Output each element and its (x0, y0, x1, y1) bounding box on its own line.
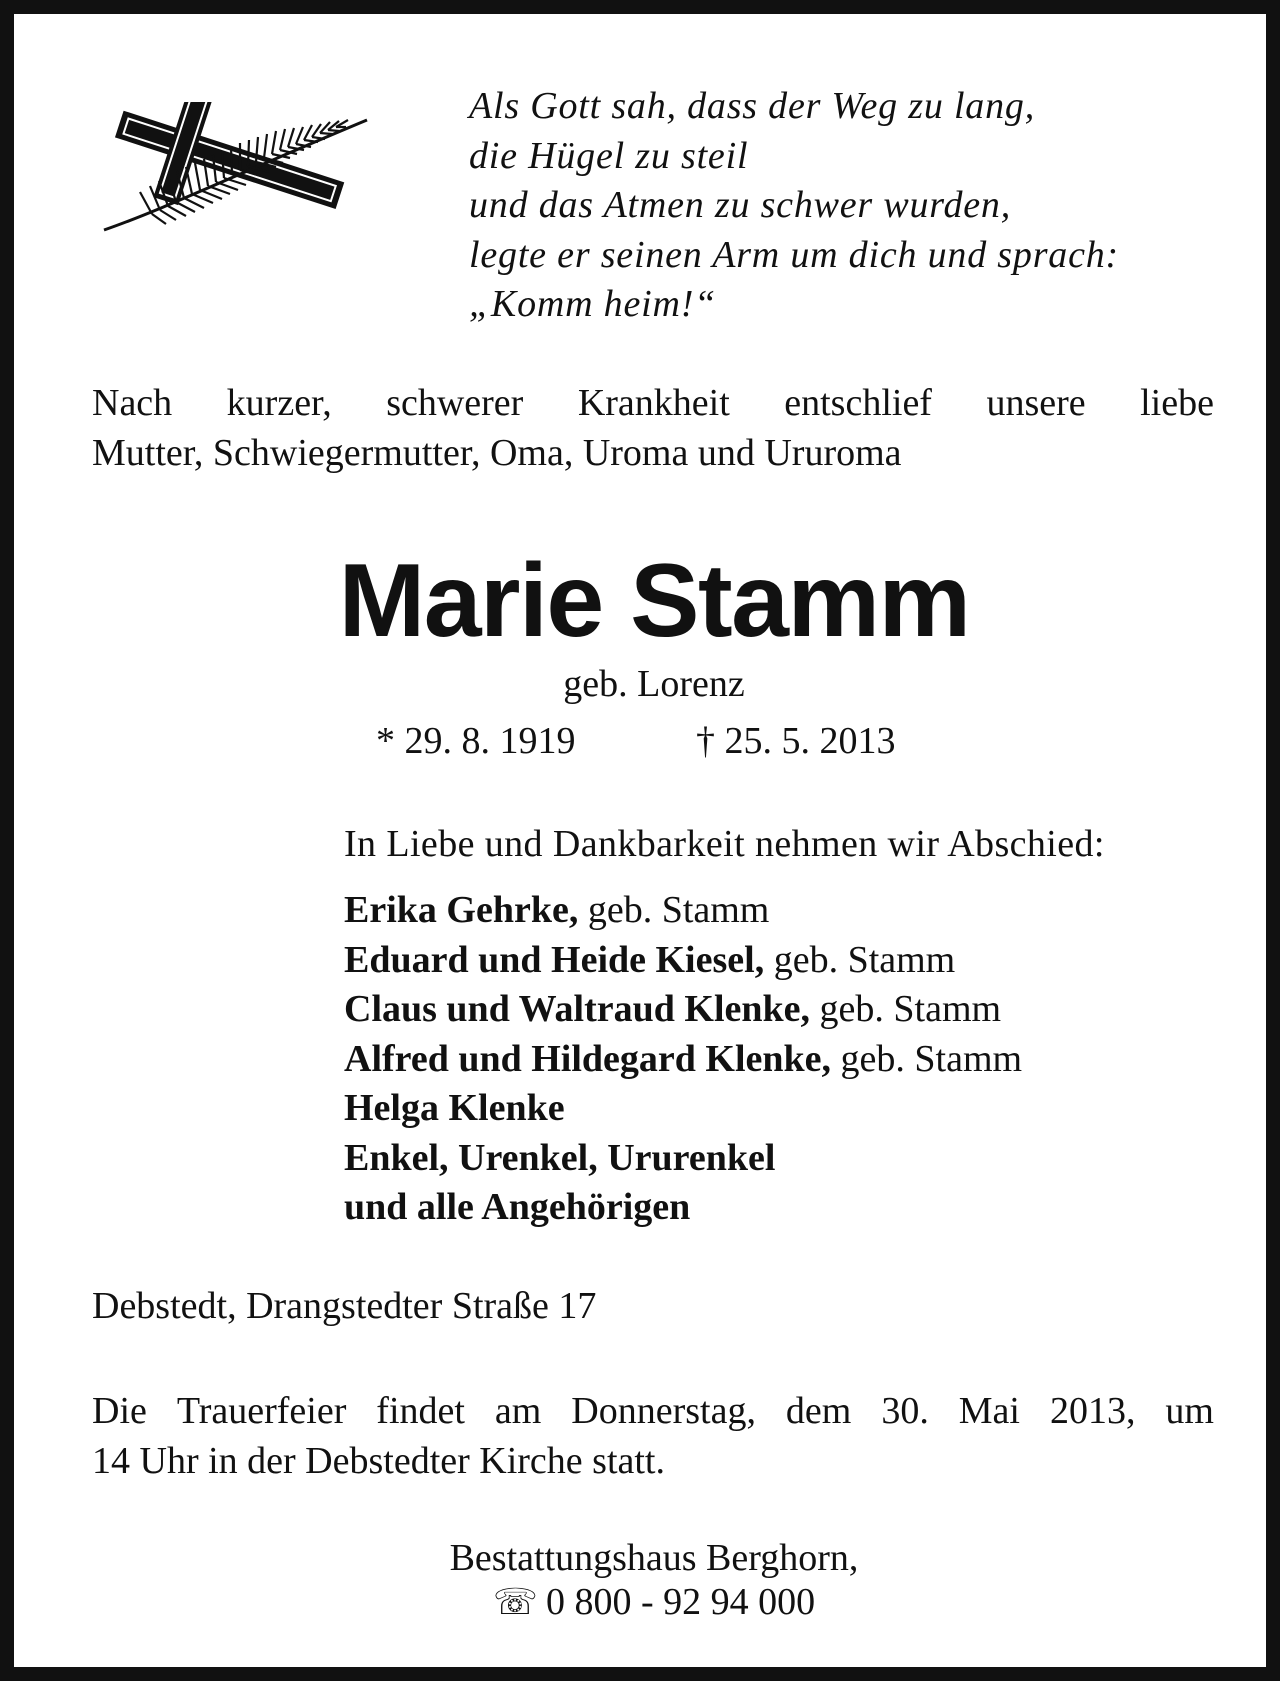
funeral-word: dem (785, 1390, 852, 1432)
verse (469, 82, 1119, 330)
mourner-row (344, 886, 1022, 936)
intro-word: Nach (92, 382, 173, 424)
telephone-icon: ☏ (492, 1582, 538, 1623)
death-date: † 25. 5. 2013 (696, 720, 896, 762)
mourner-row (344, 1035, 1022, 1085)
birth-date: * 29. 8. 1919 (376, 720, 576, 762)
mourners-list (344, 886, 1022, 1233)
funeral-word: am (494, 1390, 542, 1432)
intro-line-2: Mutter, Schwiegermutter, Oma, Uroma und Ururoma (92, 432, 902, 474)
verse-line: „Komm heim!“ (469, 283, 717, 325)
mourner-row (344, 1134, 1022, 1184)
funeral-line-1 (92, 1386, 1214, 1436)
phone-number: 0 800 - 92 94 000 (545, 1581, 816, 1623)
born-name: geb. Lorenz (563, 663, 745, 705)
verse-line: Als Gott sah, dass der Weg zu lang, (469, 85, 1036, 127)
intro-line-1 (92, 378, 1214, 428)
mourner-row (344, 936, 1022, 986)
mourner-name: Eduard und Heide Kiesel, (344, 938, 765, 981)
address: Debstedt, Drangstedter Straße 17 (92, 1285, 597, 1327)
funeral-line-2: 14 Uhr in der Debstedter Kirche statt. (92, 1440, 665, 1482)
intro-word: entschlief (784, 382, 932, 424)
funeral-word: Trauerfeier (176, 1390, 347, 1432)
funeral-word: Die (92, 1390, 147, 1432)
mourner-suffix: geb. Stamm (810, 988, 1002, 1030)
cross-with-palm-branch-icon (92, 102, 374, 242)
funeral-word: Donnerstag, (571, 1390, 756, 1432)
verse-line: die Hügel zu steil (469, 134, 749, 177)
verse-line: und das Atmen zu schwer wurden, (469, 184, 1012, 226)
mourner-suffix: geb. Stamm (578, 889, 770, 931)
verse-line: legte er seinen Arm um dich und sprach: (469, 233, 1119, 276)
intro-word: schwerer (386, 382, 524, 424)
mourner-name: Erika Gehrke, (344, 889, 579, 931)
mourner-suffix: geb. Stamm (764, 938, 956, 981)
deceased-name-text: Marie Stamm (338, 543, 970, 659)
mourner-row (344, 1084, 1022, 1134)
farewell-line: In Liebe und Dankbarkeit nehmen wir Abschied: (344, 823, 1105, 865)
intro-text (92, 378, 1214, 478)
mourner-suffix: geb. Stamm (831, 1037, 1023, 1080)
mourner-name: und alle Angehörigen (344, 1186, 691, 1228)
funeral-word: 30. (881, 1390, 929, 1432)
intro-word: kurzer, (226, 382, 332, 424)
mourner-name: Claus und Waltraud Klenke, (344, 988, 811, 1030)
mourner-name: Alfred und Hildegard Klenke, (344, 1037, 832, 1080)
mourner-name: Helga Klenke (344, 1087, 565, 1129)
funeral-word: findet (376, 1390, 465, 1432)
intro-word: liebe (1140, 382, 1214, 424)
mourner-row (344, 985, 1022, 1035)
undertaker-phone (14, 1580, 1280, 1625)
deceased-name (14, 543, 1280, 659)
life-dates (376, 719, 896, 763)
mourner-row (344, 1183, 1022, 1233)
mourner-name: Enkel, Urenkel, Ururenkel (344, 1136, 776, 1179)
undertaker-name: Bestattungshaus Berghorn, (449, 1537, 859, 1579)
intro-word: Krankheit (577, 382, 730, 424)
funeral-word: um (1165, 1390, 1214, 1432)
funeral-word: Mai (958, 1390, 1020, 1432)
funeral-notice (92, 1386, 1214, 1486)
intro-word: unsere (986, 382, 1086, 424)
funeral-word: 2013, (1049, 1390, 1136, 1432)
